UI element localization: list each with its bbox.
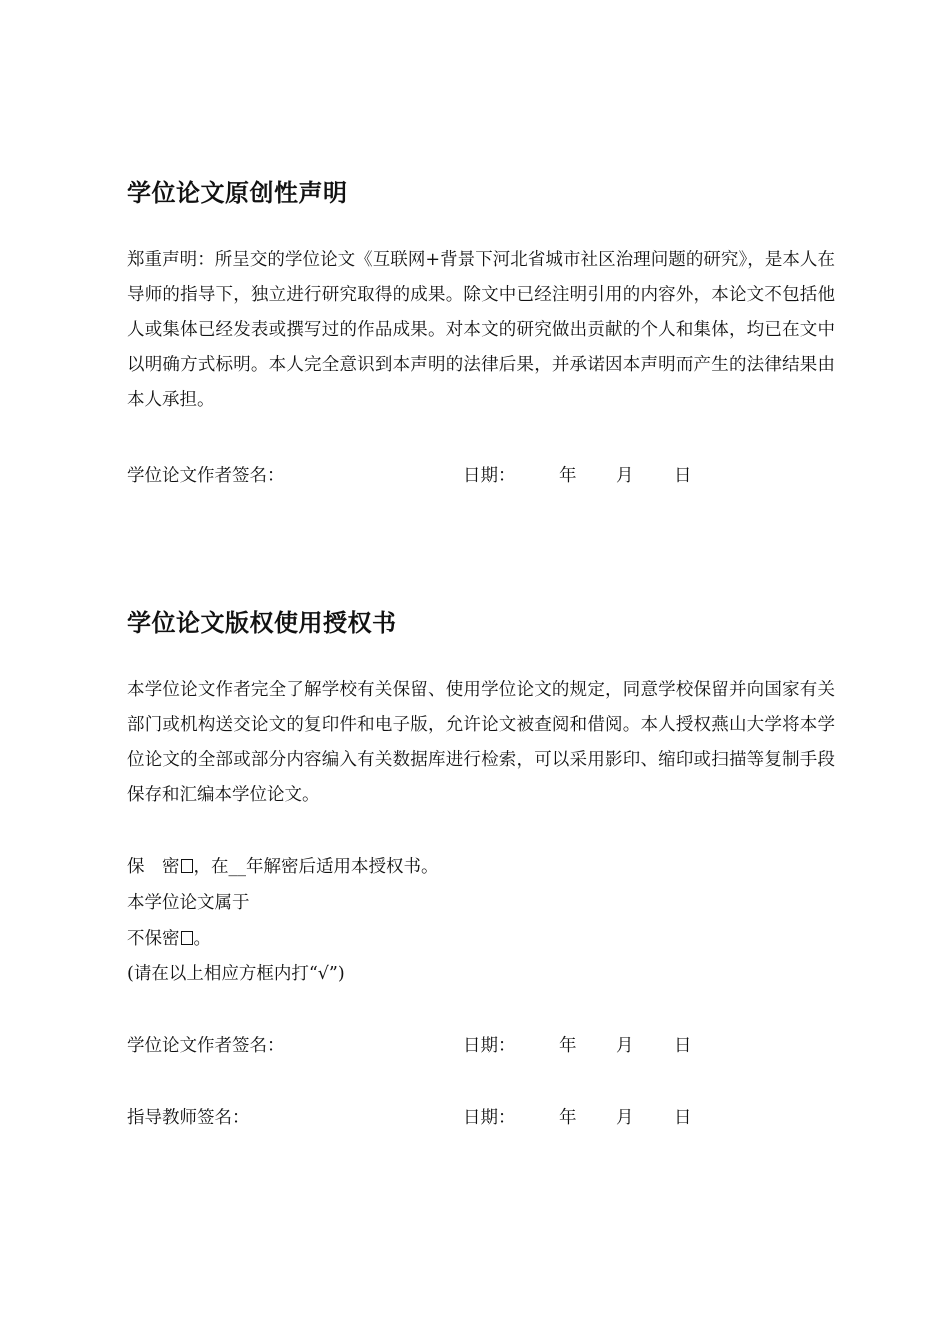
date-label: 日期： xyxy=(463,1108,516,1128)
year-label: 年 xyxy=(559,1036,577,1056)
author-signature-label: 学位论文作者签名： xyxy=(127,466,285,486)
month-label: 月 xyxy=(616,1036,634,1056)
not-confidential-text: 。 xyxy=(193,929,211,949)
year-label: 年 xyxy=(559,1108,577,1128)
day-label: 日 xyxy=(674,1108,692,1128)
checkbox-instruction: (请在以上相应方框内打“√”) xyxy=(127,964,345,984)
copyright-statement: 本学位论文作者完全了解学校有关保留、使用学位论文的规定，同意学校保留并向国家有关部门或机构送交论文的复印件和电子版，允许论文被查阅和借阅。本人授权燕山大学将本学位论文的全部或部分内容编入有关数据库进行检索，可以采用影印、缩印或扫描等复制手段保存和汇编本学位论文。 xyxy=(127,680,835,805)
day-label: 日 xyxy=(674,466,692,486)
month-label: 月 xyxy=(616,466,634,486)
copyright-title: 学位论文版权使用授权书 xyxy=(127,609,397,637)
not-confidential-option xyxy=(127,922,211,957)
originality-statement: 郑重声明：所呈交的学位论文《互联网+背景下河北省城市社区治理问题的研究》，是本人在导师的指导下，独立进行研究取得的成果。除文中已经注明引用的内容外，本论文不包括他人或集体已经发表或撰写过的作品成果。对本文的研究做出贡献的个人和集体，均已在文中以明确方式标明。本人完全意识到本声明的法律后果，并承诺因本声明而产生的法律结果由本人承担。 xyxy=(127,250,835,410)
date-label: 日期： xyxy=(463,466,516,486)
originality-title: 学位论文原创性声明 xyxy=(127,179,348,207)
date-label: 日期： xyxy=(463,1036,516,1056)
belongs-label: 本学位论文属于 xyxy=(127,893,250,913)
author-signature-label: 学位论文作者签名： xyxy=(127,1036,285,1056)
month-label: 月 xyxy=(616,1108,634,1128)
confidential-text: ，在__年解密后适用本授权书。 xyxy=(193,857,439,877)
originality-signature-row xyxy=(127,459,727,494)
year-label: 年 xyxy=(559,466,577,486)
not-confidential-label: 不保密 xyxy=(127,929,180,949)
advisor-signature-row xyxy=(127,1101,727,1136)
advisor-signature-label: 指导教师签名： xyxy=(127,1108,250,1128)
copyright-author-signature-row xyxy=(127,1029,727,1064)
not-confidential-checkbox[interactable] xyxy=(181,931,193,945)
confidential-checkbox[interactable] xyxy=(181,859,193,873)
confidential-label: 保 密 xyxy=(127,857,180,877)
day-label: 日 xyxy=(674,1036,692,1056)
confidential-option xyxy=(127,850,439,885)
